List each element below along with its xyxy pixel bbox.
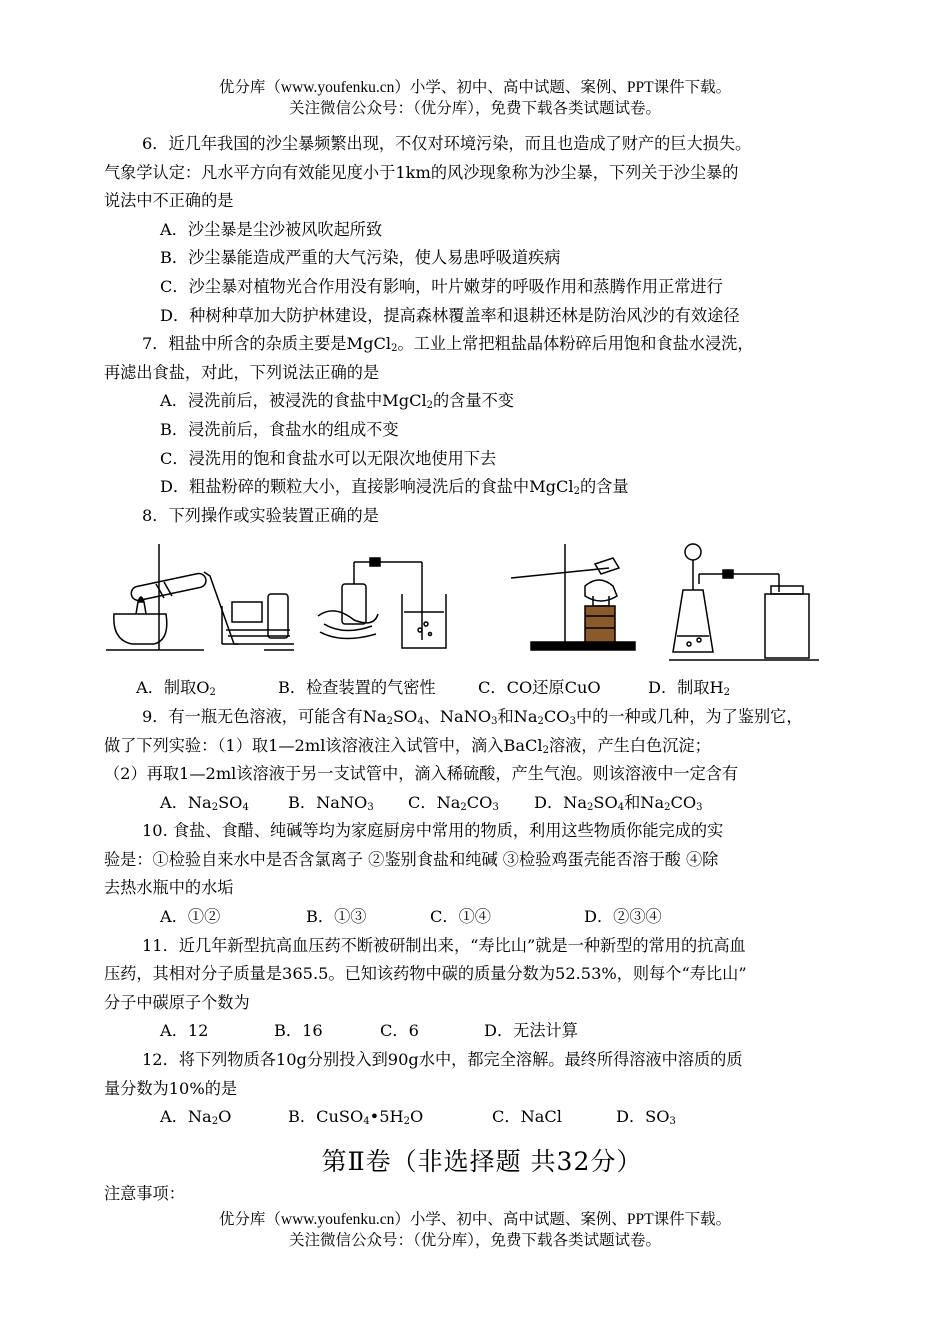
footer-line-1: 优分库（www.youfenku.cn）小学、初中、高中试题、案例、PPT课件下载。 bbox=[218, 1211, 732, 1228]
figure-a-oxygen-apparatus bbox=[104, 544, 294, 654]
option-d: D．$SO_3$ bbox=[616, 1107, 676, 1128]
question-text: 8．下列操作或实验装置正确的是 bbox=[142, 505, 379, 525]
options-row bbox=[104, 1103, 860, 1132]
options-row bbox=[104, 789, 860, 818]
options-row bbox=[104, 903, 860, 932]
question-12 bbox=[104, 1046, 860, 1132]
question-6 bbox=[104, 130, 860, 330]
question-text: 分子中碳原子个数为 bbox=[104, 992, 250, 1012]
option-d: D．②③④ bbox=[584, 907, 662, 927]
question-8 bbox=[104, 502, 860, 703]
figure-captions bbox=[104, 674, 860, 703]
question-11 bbox=[104, 932, 860, 1046]
option-d: D．粗盐粉碎的颗粒大小，直接影响浸洗后的食盐中MgCl$_2$的含量 bbox=[160, 477, 629, 498]
option-c: C．①④ bbox=[430, 907, 491, 927]
option-c: C．NaCl bbox=[492, 1107, 562, 1127]
question-text: 10. 食盐、食醋、纯碱等均为家庭厨房中常用的物质，利用这些物质你能完成的实 bbox=[142, 821, 724, 841]
option-a: A．12 bbox=[160, 1021, 209, 1041]
option-b: B．16 bbox=[274, 1021, 323, 1041]
question-text: 验是：①检验自来水中是否含氯离子 ②鉴别食盐和纯碱 ③检验鸡蛋壳能否溶于酸 ④除 bbox=[104, 849, 719, 869]
apparatus-figures bbox=[104, 534, 860, 674]
option-d: D．无法计算 bbox=[484, 1021, 578, 1041]
option-c: C．$Na_2CO_3$ bbox=[408, 792, 499, 813]
question-9 bbox=[104, 703, 860, 817]
question-text: 做了下列实验：（1）取1—2ml该溶液注入试管中，滴入BaCl$_2$溶液，产生白色沉淀； bbox=[104, 735, 711, 756]
footer-line-2: 关注微信公众号：（优分库），免费下载各类试题试卷。 bbox=[288, 1232, 661, 1249]
figure-b-airtightness-apparatus bbox=[314, 554, 464, 654]
page-footer bbox=[0, 1209, 950, 1251]
caption-c: C．CO还原CuO bbox=[478, 678, 601, 698]
option-d: D．$Na_2SO_4$和$Na_2CO_3$ bbox=[534, 792, 703, 813]
caption-d: D．制取$H_2$ bbox=[648, 678, 731, 699]
question-text: 11．近几年新型抗高血压药不断被研制出来，“寿比山”就是一种新型的常用的抗高血 bbox=[142, 935, 746, 955]
question-7 bbox=[104, 330, 860, 502]
notice-heading: 注意事项： bbox=[104, 1183, 185, 1203]
option-b: B．沙尘暴能造成严重的大气污染，使人易患呼吸道疾病 bbox=[160, 248, 561, 268]
question-text: 12．将下列物质各10g分别投入到90g水中，都完全溶解。最终所得溶液中溶质的质 bbox=[142, 1050, 743, 1070]
option-c: C．沙尘暴对植物光合作用没有影响，叶片嫩芽的呼吸作用和蒸腾作用正常进行 bbox=[160, 276, 723, 296]
option-c: C．浸洗用的饱和食盐水可以无限次地使用下去 bbox=[160, 448, 497, 468]
figure-d-hydrogen-apparatus bbox=[669, 534, 819, 664]
question-text: 6．近几年我国的沙尘暴频繁出现，不仅对环境污染，而且也造成了财产的巨大损失。 bbox=[142, 134, 752, 153]
option-b: B．浸洗前后，食盐水的组成不变 bbox=[160, 419, 399, 439]
option-a: A．浸洗前后，被浸洗的食盐中MgCl$_2$的含量不变 bbox=[160, 391, 514, 412]
option-c: C．6 bbox=[380, 1021, 419, 1041]
figure-c-co-reduction-apparatus bbox=[509, 534, 639, 654]
page-header bbox=[0, 77, 950, 119]
caption-a: A．制取$O_2$ bbox=[136, 678, 216, 699]
option-b: B．$CuSO_4•5H_2O$ bbox=[288, 1107, 424, 1128]
question-text: 再滤出食盐，对此，下列说法正确的是 bbox=[104, 362, 380, 382]
header-line-1: 优分库（www.youfenku.cn）小学、初中、高中试题、案例、PPT课件下载。 bbox=[218, 79, 732, 96]
question-text: 去热水瓶中的水垢 bbox=[104, 878, 234, 898]
question-text: 说法中不正确的是 bbox=[104, 191, 234, 211]
option-a: A．$Na_2SO_4$ bbox=[160, 792, 249, 813]
options-row bbox=[104, 1017, 860, 1046]
option-a: A．$Na_2O$ bbox=[160, 1107, 232, 1128]
question-text: （2）再取1—2ml该溶液于另一支试管中，滴入稀硫酸，产生气泡。则该溶液中一定含有 bbox=[104, 764, 739, 784]
question-text: 气象学认定：凡水平方向有效能见度小于1km的风沙现象称为沙尘暴，下列关于沙尘暴的 bbox=[104, 162, 739, 182]
question-text: 压药，其相对分子质量是365.5。已知该药物中碳的质量分数为52.53%，则每个“寿比山” bbox=[104, 964, 747, 984]
option-b: B．NaNO$_3$ bbox=[288, 792, 374, 813]
exam-content bbox=[104, 130, 860, 1208]
header-line-2: 关注微信公众号：（优分库），免费下载各类试题试卷。 bbox=[288, 100, 661, 117]
question-text: 7．粗盐中所含的杂质主要是MgCl$_2$。工业上常把粗盐晶体粉碎后用饱和食盐水浸洗， bbox=[142, 334, 754, 355]
section-2-title: 第Ⅱ卷（非选择题 共32分） bbox=[321, 1146, 643, 1176]
option-d: D．种树种草加大防护林建设，提高森林覆盖率和退耕还林是防治风沙的有效途径 bbox=[160, 305, 740, 325]
question-10 bbox=[104, 817, 860, 931]
question-text: 量分数为10%的是 bbox=[104, 1078, 238, 1098]
option-a: A．沙尘暴是尘沙被风吹起所致 bbox=[160, 219, 383, 239]
option-a: A．①② bbox=[160, 907, 221, 927]
caption-b: B．检查装置的气密性 bbox=[278, 678, 436, 698]
option-b: B．①③ bbox=[306, 907, 367, 927]
question-text: 9．有一瓶无色溶液，可能含有$Na_2SO_4$、NaNO$_3$和$Na_2CO_3$中的一种或几种，为了鉴别它， bbox=[142, 706, 803, 727]
